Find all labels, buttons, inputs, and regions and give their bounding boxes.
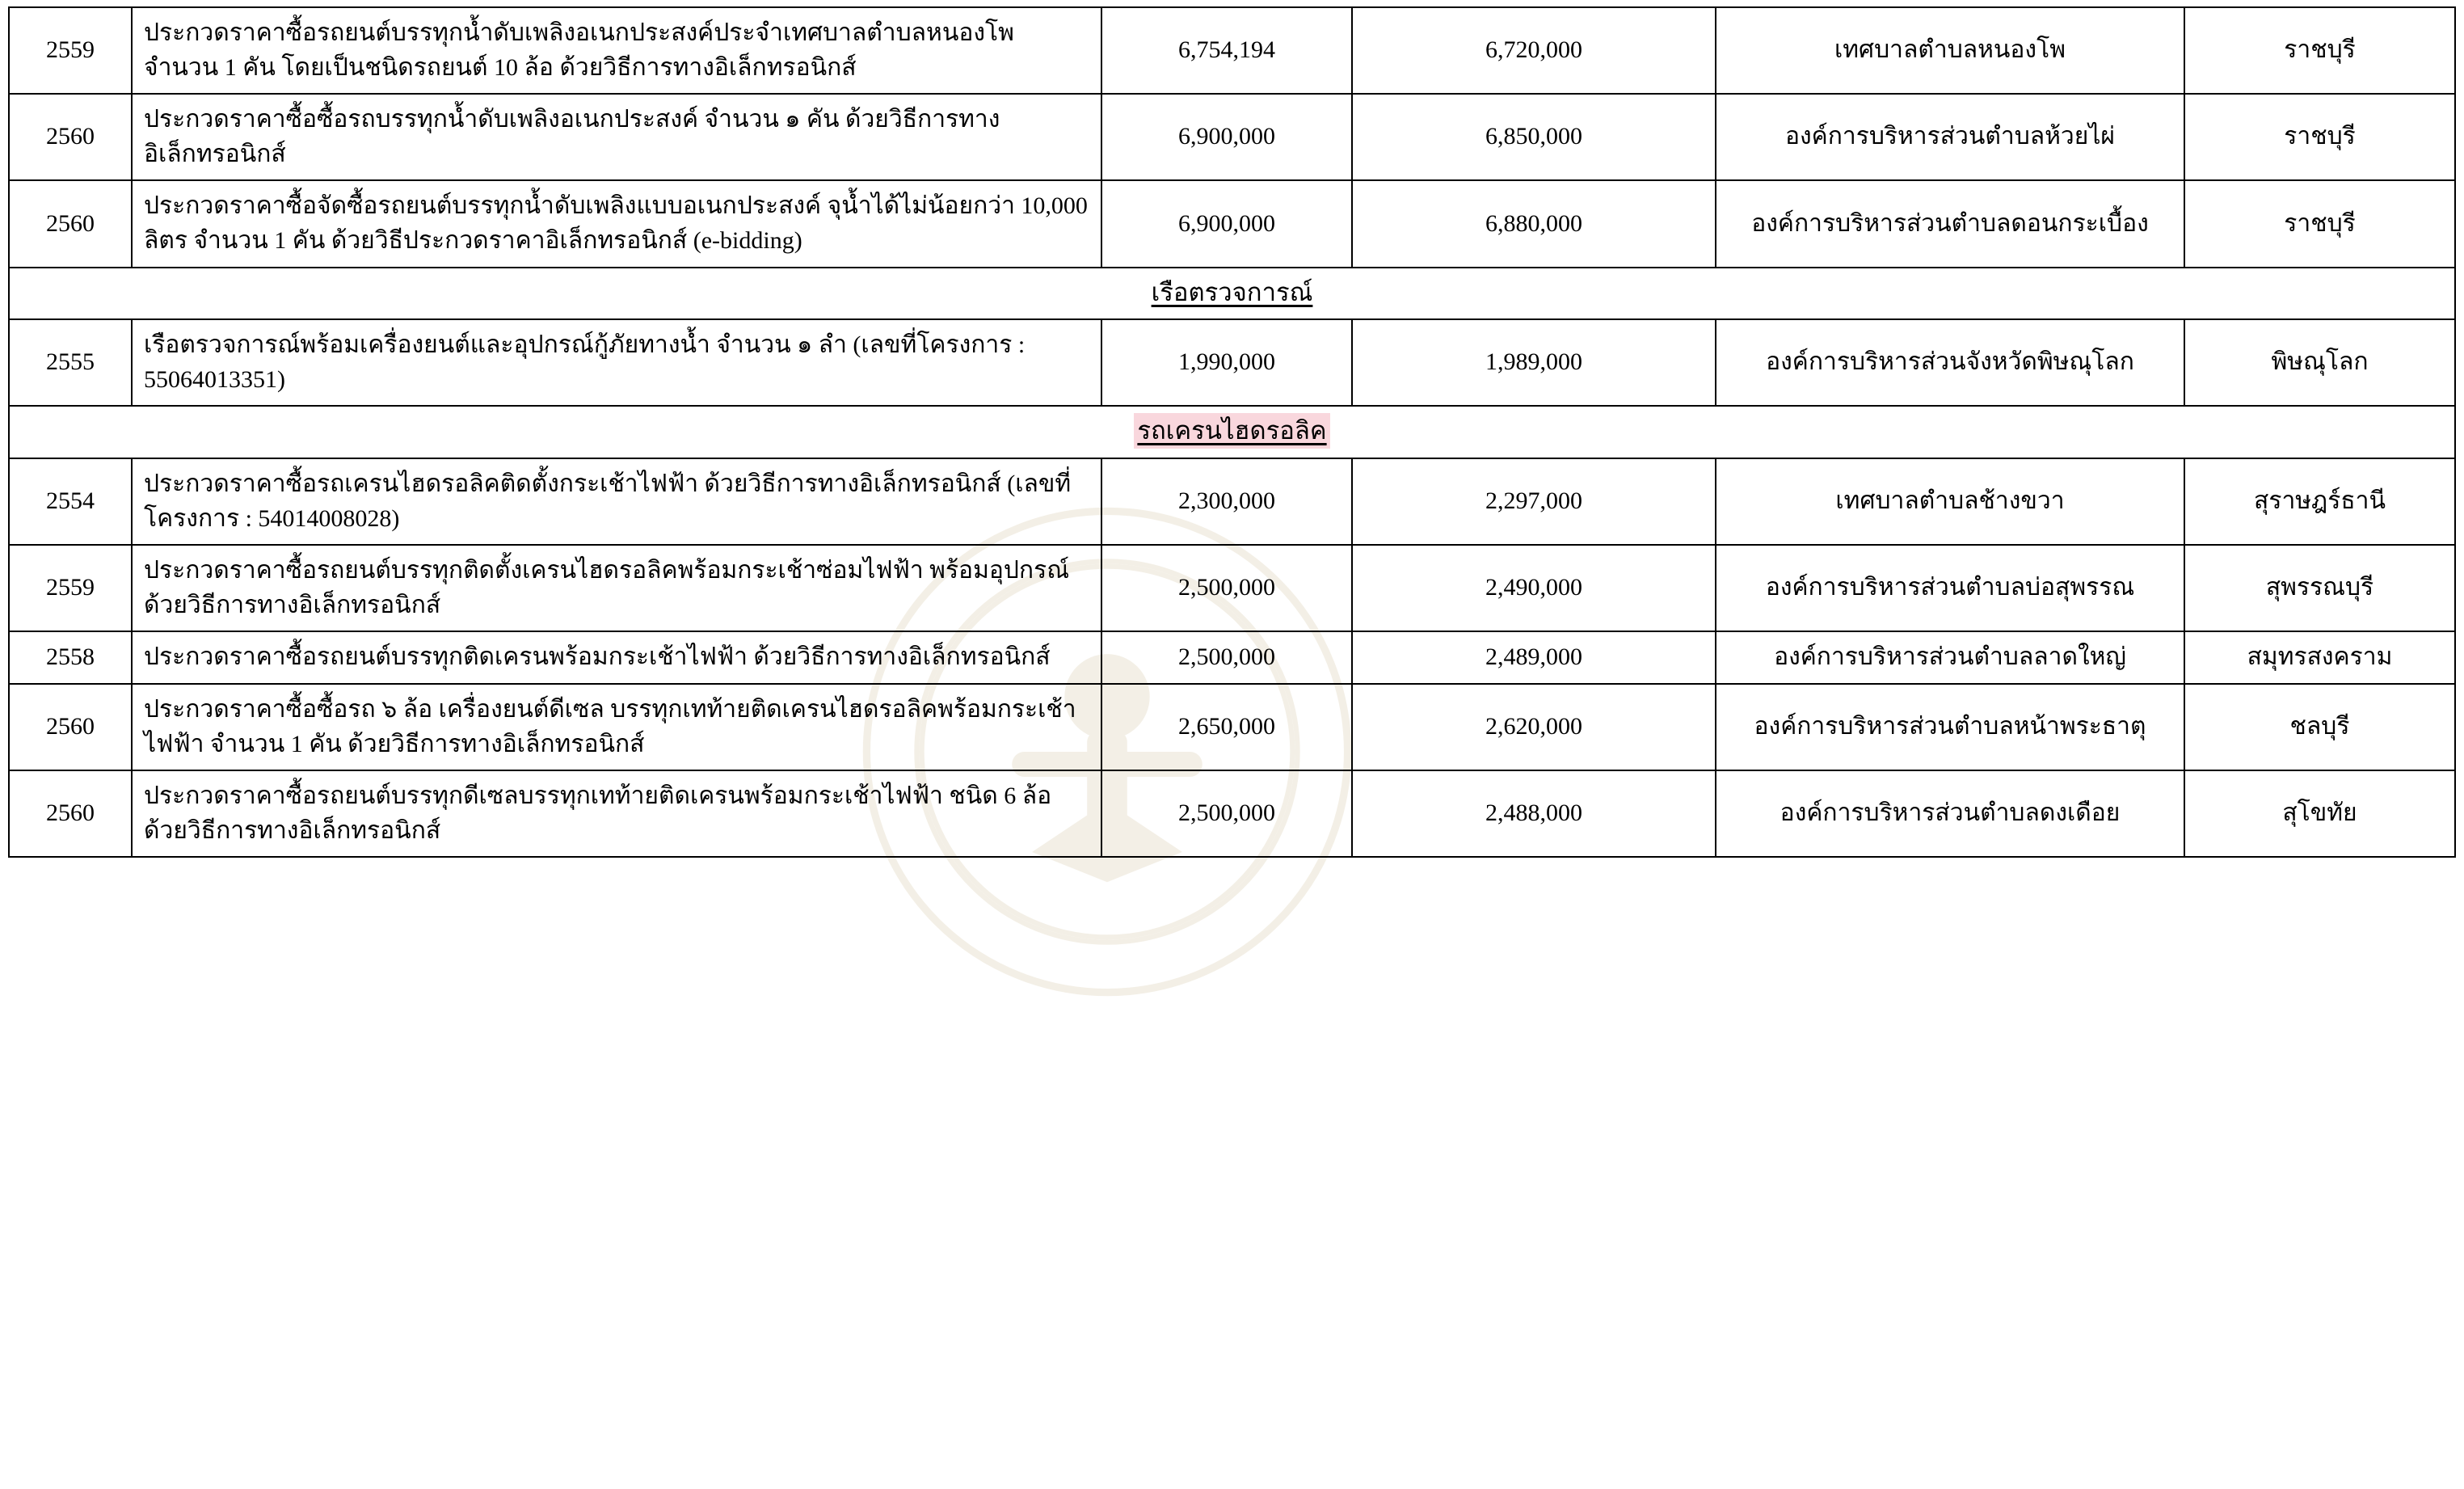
cell-organization: องค์การบริหารส่วนตำบลดอนกระเบื้อง (1716, 180, 2184, 267)
cell-description: ประกวดราคาซื้อรถยนต์บรรทุกน้ำดับเพลิงอเนกประสงค์ประจำเทศบาลตำบลหนองโพ จำนวน 1 คัน โดยเป็นชนิดรถยนต์ 10 ล้อ ด้วยวิธีการทางอิเล็กทรอนิกส์ (132, 7, 1101, 94)
cell-price: 2,297,000 (1352, 458, 1716, 545)
cell-year: 2560 (9, 770, 132, 857)
cell-province: ราชบุรี (2184, 7, 2455, 94)
cell-description: ประกวดราคาซื้อซื้อรถบรรทุกน้ำดับเพลิงอเนกประสงค์ จำนวน ๑ คัน ด้วยวิธีการทางอิเล็กทรอนิกส์ (132, 94, 1101, 180)
cell-year: 2554 (9, 458, 132, 545)
cell-description: เรือตรวจการณ์พร้อมเครื่องยนต์และอุปกรณ์กู้ภัยทางน้ำ จำนวน ๑ ลำ (เลขที่โครงการ : 55064013351) (132, 319, 1101, 406)
table-row (9, 684, 2455, 770)
section-header-cell (9, 406, 2455, 458)
cell-organization: องค์การบริหารส่วนตำบลบ่อสุพรรณ (1716, 545, 2184, 631)
cell-organization: องค์การบริหารส่วนจังหวัดพิษณุโลก (1716, 319, 2184, 406)
cell-organization: องค์การบริหารส่วนตำบลดงเดือย (1716, 770, 2184, 857)
cell-description: ประกวดราคาซื้อซื้อรถ ๖ ล้อ เครื่องยนต์ดีเซล บรรทุกเทท้ายติดเครนไฮดรอลิคพร้อมกระเช้าไฟฟ้า จำนวน 1 คัน ด้วยวิธีการทางอิเล็กทรอนิกส์ (132, 684, 1101, 770)
table-row (9, 770, 2455, 857)
cell-year: 2555 (9, 319, 132, 406)
cell-price: 2,620,000 (1352, 684, 1716, 770)
cell-province: สุราษฎร์ธานี (2184, 458, 2455, 545)
cell-budget: 2,500,000 (1101, 545, 1352, 631)
cell-price: 6,880,000 (1352, 180, 1716, 267)
cell-budget: 2,500,000 (1101, 770, 1352, 857)
cell-province: สุพรรณบุรี (2184, 545, 2455, 631)
cell-price: 2,489,000 (1352, 631, 1716, 684)
cell-budget: 1,990,000 (1101, 319, 1352, 406)
cell-organization: เทศบาลตำบลหนองโพ (1716, 7, 2184, 94)
cell-province: สุโขทัย (2184, 770, 2455, 857)
cell-province: ราชบุรี (2184, 94, 2455, 180)
table-row (9, 319, 2455, 406)
cell-description: ประกวดราคาซื้อรถยนต์บรรทุกดีเซลบรรทุกเทท้ายติดเครนพร้อมกระเช้าไฟฟ้า ชนิด 6 ล้อ ด้วยวิธีการทางอิเล็กทรอนิกส์ (132, 770, 1101, 857)
cell-province: ราชบุรี (2184, 180, 2455, 267)
cell-province: ชลบุรี (2184, 684, 2455, 770)
cell-year: 2560 (9, 94, 132, 180)
section-header-row (9, 406, 2455, 458)
table-row (9, 94, 2455, 180)
cell-province: สมุทรสงคราม (2184, 631, 2455, 684)
cell-price: 1,989,000 (1352, 319, 1716, 406)
cell-province: พิษณุโลก (2184, 319, 2455, 406)
cell-description: ประกวดราคาซื้อรถเครนไฮดรอลิคติดตั้งกระเช้าไฟฟ้า ด้วยวิธีการทางอิเล็กทรอนิกส์ (เลขที่โครงการ : 54014008028) (132, 458, 1101, 545)
table-row (9, 545, 2455, 631)
table-row (9, 7, 2455, 94)
cell-organization: เทศบาลตำบลช้างขวา (1716, 458, 2184, 545)
cell-budget: 6,900,000 (1101, 94, 1352, 180)
cell-year: 2559 (9, 545, 132, 631)
table-row (9, 631, 2455, 684)
cell-organization: องค์การบริหารส่วนตำบลลาดใหญ่ (1716, 631, 2184, 684)
cell-organization: องค์การบริหารส่วนตำบลห้วยไผ่ (1716, 94, 2184, 180)
table-row (9, 458, 2455, 545)
table-body (9, 7, 2455, 857)
cell-year: 2559 (9, 7, 132, 94)
table-row (9, 180, 2455, 267)
cell-price: 6,720,000 (1352, 7, 1716, 94)
cell-description: ประกวดราคาซื้อรถยนต์บรรทุกติดตั้งเครนไฮดรอลิคพร้อมกระเช้าซ่อมไฟฟ้า พร้อมอุปกรณ์ ด้วยวิธีการทางอิเล็กทรอนิกส์ (132, 545, 1101, 631)
cell-year: 2560 (9, 180, 132, 267)
cell-price: 2,490,000 (1352, 545, 1716, 631)
section-header-cell (9, 268, 2455, 320)
section-label: เรือตรวจการณ์ (1151, 277, 1313, 306)
cell-price: 6,850,000 (1352, 94, 1716, 180)
section-label: รถเครนไฮดรอลิค (1134, 413, 1329, 449)
cell-budget: 2,650,000 (1101, 684, 1352, 770)
cell-organization: องค์การบริหารส่วนตำบลหน้าพระธาตุ (1716, 684, 2184, 770)
procurement-table (8, 6, 2456, 858)
cell-year: 2558 (9, 631, 132, 684)
cell-budget: 6,900,000 (1101, 180, 1352, 267)
cell-budget: 2,300,000 (1101, 458, 1352, 545)
cell-price: 2,488,000 (1352, 770, 1716, 857)
section-header-row (9, 268, 2455, 320)
cell-description: ประกวดราคาซื้อรถยนต์บรรทุกติดเครนพร้อมกระเช้าไฟฟ้า ด้วยวิธีการทางอิเล็กทรอนิกส์ (132, 631, 1101, 684)
cell-description: ประกวดราคาซื้อจัดซื้อรถยนต์บรรทุกน้ำดับเพลิงแบบอเนกประสงค์ จุน้ำได้ไม่น้อยกว่า 10,000 ลิตร จำนวน 1 คัน ด้วยวิธีประกวดราคาอิเล็กทรอนิกส์ (e-bidding) (132, 180, 1101, 267)
cell-year: 2560 (9, 684, 132, 770)
cell-budget: 2,500,000 (1101, 631, 1352, 684)
cell-budget: 6,754,194 (1101, 7, 1352, 94)
